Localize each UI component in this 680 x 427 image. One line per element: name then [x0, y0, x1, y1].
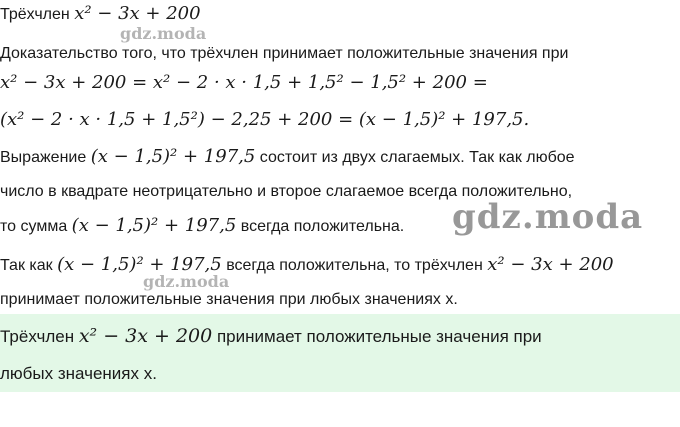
explanation-line-5: принимает положительные значения при любых значениях x.: [0, 291, 458, 308]
watermark-center: gdz.moda: [452, 197, 644, 237]
derivation-line-2: (x² − 2 · x · 1,5 + 1,5²) − 2,25 + 200 = (x − 1,5)² + 197,5.: [0, 109, 530, 130]
explanation-text: Так как: [0, 257, 53, 274]
derivation-line-1: x² − 3x + 200 = x² − 2 · x · 1,5 + 1,5² − 1,5² + 200 =: [0, 72, 488, 93]
explanation-text: то сумма: [0, 218, 68, 235]
explanation-text: всегда положительна.: [240, 218, 405, 235]
explanation-line-3: [0, 216, 404, 237]
explanation-line-1: [0, 147, 575, 168]
answer-expression: x² − 3x + 200: [78, 325, 213, 347]
watermark-top: gdz.moda: [120, 24, 207, 43]
answer-line-2: любых значениях x.: [0, 364, 157, 383]
explanation-expression: (x − 1,5)² + 197,5: [71, 215, 237, 236]
explanation-line-2: число в квадрате неотрицательно и второе слагаемое всегда положительно,: [0, 183, 573, 200]
title-expression: x² − 3x + 200: [74, 3, 201, 24]
answer-box: [0, 314, 680, 392]
task-statement: Доказательство того, что трёхчлен принимает положительные значения при: [0, 45, 569, 62]
explanation-text: Выражение: [0, 149, 87, 166]
title-line: [0, 4, 201, 25]
answer-line-1: [0, 326, 542, 347]
explanation-text: всегда положительна, то трёхчлен: [226, 257, 483, 274]
explanation-line-4: [0, 255, 614, 276]
explanation-expression: x² − 3x + 200: [487, 254, 614, 275]
answer-text: принимает положительные значения при: [216, 327, 542, 346]
explanation-expression: (x − 1,5)² + 197,5: [90, 146, 256, 167]
answer-text: Трёхчлен: [0, 327, 75, 346]
explanation-text: состоит из двух слагаемых. Так как любое: [259, 149, 575, 166]
explanation-expression: (x − 1,5)² + 197,5: [57, 254, 222, 275]
title-prefix: Трёхчлен: [0, 6, 70, 23]
watermark-middle: gdz.moda: [143, 272, 230, 291]
